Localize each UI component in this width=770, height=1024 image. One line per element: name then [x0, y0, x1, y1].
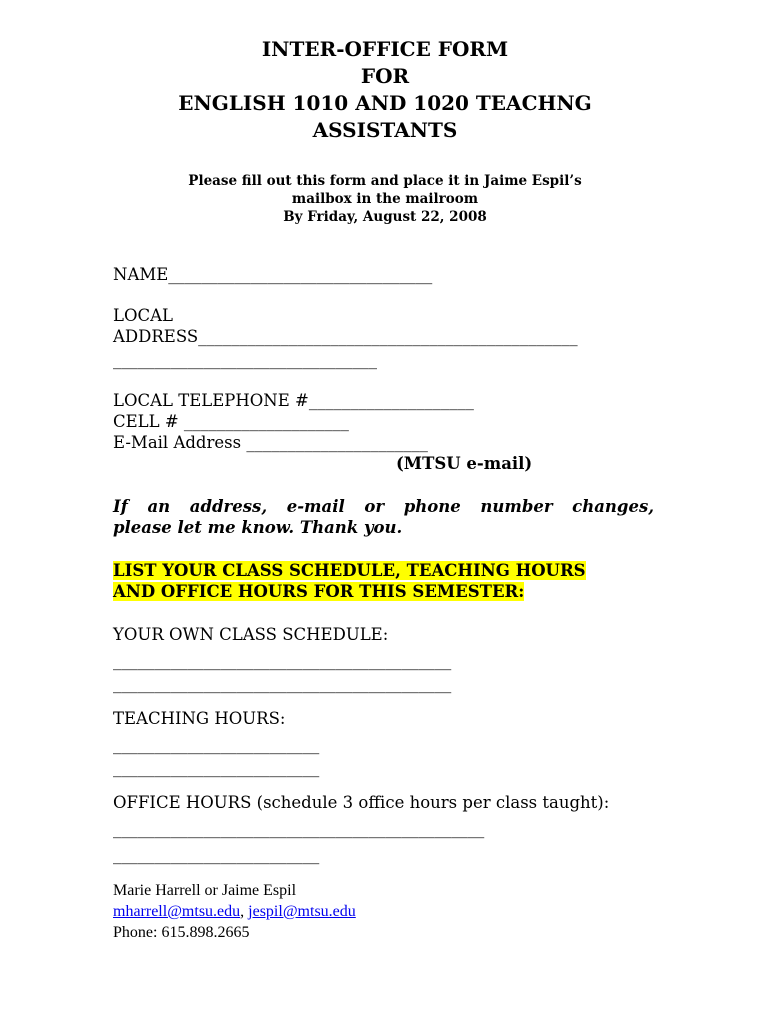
instructions-line-1: Please fill out this form and place it in Jaime Espil’s [188, 173, 582, 189]
name-label: NAME [113, 265, 169, 284]
local-label: LOCAL [113, 306, 173, 325]
name-blank: ________________________________ [168, 265, 433, 284]
instructions-line-2: mailbox in the mailroom [291, 191, 479, 207]
schedule-heading-line-1 [113, 560, 586, 581]
cell-field [113, 411, 349, 432]
email-field [113, 432, 428, 453]
contact-emails [113, 902, 356, 922]
telephone-label: LOCAL TELEPHONE # [113, 391, 309, 410]
email-note: (MTSU e-mail) [396, 454, 533, 473]
class-schedule-label: YOUR OWN CLASS SCHEDULE: [113, 625, 389, 644]
form-title-line-3: ENGLISH 1010 AND 1020 TEACHNG [178, 91, 592, 115]
cell-label: CELL # [113, 412, 179, 431]
class-schedule-blank-1: _________________________________________ [113, 651, 452, 670]
notice-line-1: If an address, e-mail or phone number changes, [113, 497, 654, 516]
teaching-hours-label: TEACHING HOURS: [113, 709, 286, 728]
cell-blank: ____________________ [183, 412, 349, 431]
instructions-deadline: By Friday, August 22, 2008 [283, 209, 487, 225]
name-field [113, 264, 432, 285]
email-label: E-Mail Address [113, 433, 242, 452]
email-link-jespil[interactable]: jespil@mtsu.edu [248, 903, 356, 920]
form-title-line-2: FOR [360, 64, 410, 88]
office-hours-blank-2: _________________________ [113, 845, 320, 864]
notice-line-2: please let me know. Thank you. [113, 518, 403, 537]
form-title-line-4: ASSISTANTS [312, 118, 458, 142]
contact-phone: Phone: 615.898.2665 [113, 924, 250, 941]
class-schedule-blank-2: _________________________________________ [113, 674, 452, 693]
address-blank-2: ________________________________ [113, 350, 377, 369]
form-title-line-1: INTER-OFFICE FORM [261, 37, 509, 61]
address-blank: ______________________________________________ [198, 327, 578, 346]
schedule-heading-line-2 [113, 581, 524, 602]
address-field [113, 326, 578, 347]
telephone-blank: ____________________ [308, 391, 474, 410]
teaching-hours-blank-1: _________________________ [113, 735, 320, 754]
office-hours-label: OFFICE HOURS (schedule 3 office hours per class taught): [113, 793, 610, 812]
teaching-hours-blank-2: _________________________ [113, 758, 320, 777]
telephone-field [113, 390, 474, 411]
schedule-heading-text-1: LIST YOUR CLASS SCHEDULE, TEACHING HOURS [113, 561, 586, 580]
email-link-mharrell[interactable]: mharrell@mtsu.edu [113, 903, 241, 920]
address-label: ADDRESS [113, 327, 199, 346]
contact-names: Marie Harrell or Jaime Espil [113, 882, 297, 899]
email-blank: ______________________ [246, 433, 428, 452]
office-hours-blank-1: _____________________________________________ [113, 819, 485, 838]
email-separator: , [240, 903, 249, 920]
schedule-heading-text-2: AND OFFICE HOURS FOR THIS SEMESTER: [113, 582, 525, 601]
